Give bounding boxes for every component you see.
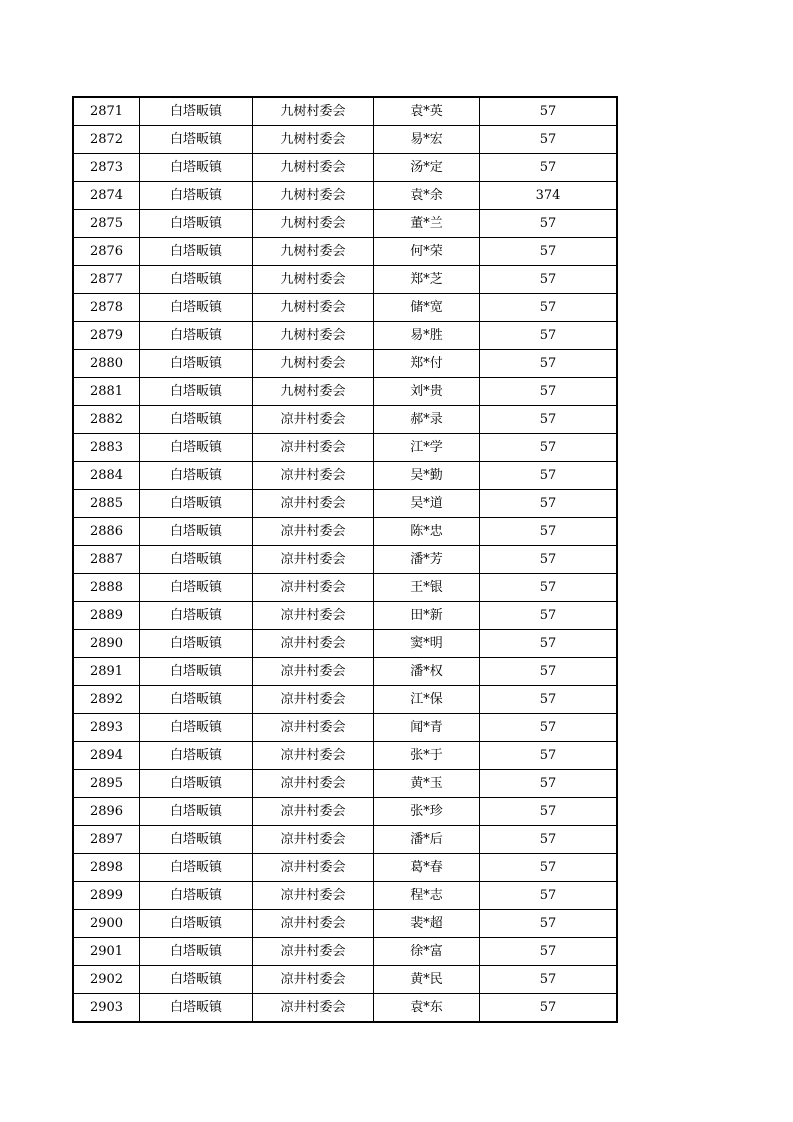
cell-town: 白塔畈镇 [140,742,253,770]
cell-serial-number: 2873 [73,154,140,182]
cell-town: 白塔畈镇 [140,574,253,602]
cell-town: 白塔畈镇 [140,350,253,378]
cell-amount: 57 [480,406,618,434]
cell-amount: 57 [480,882,618,910]
cell-person-name: 何*荣 [374,238,480,266]
cell-village-committee: 九树村委会 [253,378,374,406]
cell-person-name: 郝*录 [374,406,480,434]
cell-amount: 57 [480,994,618,1023]
table-row [73,462,617,490]
cell-town: 白塔畈镇 [140,826,253,854]
cell-town: 白塔畈镇 [140,770,253,798]
cell-village-committee: 凉井村委会 [253,966,374,994]
cell-person-name: 黄*玉 [374,770,480,798]
table-row [73,854,617,882]
table-row [73,350,617,378]
cell-person-name: 徐*富 [374,938,480,966]
cell-town: 白塔畈镇 [140,854,253,882]
cell-town: 白塔畈镇 [140,266,253,294]
cell-serial-number: 2892 [73,686,140,714]
cell-village-committee: 凉井村委会 [253,602,374,630]
cell-serial-number: 2889 [73,602,140,630]
cell-town: 白塔畈镇 [140,490,253,518]
table-row [73,630,617,658]
cell-town: 白塔畈镇 [140,798,253,826]
table-row [73,378,617,406]
cell-town: 白塔畈镇 [140,238,253,266]
cell-serial-number: 2882 [73,406,140,434]
cell-person-name: 裴*超 [374,910,480,938]
cell-amount: 57 [480,798,618,826]
cell-village-committee: 九树村委会 [253,126,374,154]
table-row [73,994,617,1023]
table-row [73,97,617,126]
cell-serial-number: 2901 [73,938,140,966]
cell-amount: 57 [480,462,618,490]
cell-village-committee: 凉井村委会 [253,770,374,798]
cell-amount: 57 [480,238,618,266]
cell-village-committee: 凉井村委会 [253,490,374,518]
cell-person-name: 刘*贵 [374,378,480,406]
roster-table-body [73,97,617,1022]
cell-amount: 57 [480,966,618,994]
table-row [73,910,617,938]
cell-village-committee: 凉井村委会 [253,714,374,742]
table-row [73,826,617,854]
cell-amount: 57 [480,938,618,966]
cell-amount: 57 [480,854,618,882]
cell-town: 白塔畈镇 [140,126,253,154]
table-row [73,322,617,350]
cell-amount: 57 [480,322,618,350]
cell-amount: 57 [480,602,618,630]
table-row [73,154,617,182]
table-row [73,602,617,630]
cell-person-name: 张*珍 [374,798,480,826]
cell-person-name: 吴*勤 [374,462,480,490]
cell-amount: 57 [480,826,618,854]
cell-serial-number: 2898 [73,854,140,882]
cell-serial-number: 2885 [73,490,140,518]
cell-village-committee: 九树村委会 [253,97,374,126]
cell-town: 白塔畈镇 [140,994,253,1023]
cell-amount: 57 [480,378,618,406]
cell-amount: 57 [480,350,618,378]
cell-person-name: 储*宽 [374,294,480,322]
cell-person-name: 袁*余 [374,182,480,210]
cell-serial-number: 2893 [73,714,140,742]
cell-serial-number: 2871 [73,97,140,126]
table-row [73,238,617,266]
roster-table [72,96,618,1023]
cell-person-name: 窦*明 [374,630,480,658]
cell-amount: 57 [480,574,618,602]
table-row [73,518,617,546]
cell-town: 白塔畈镇 [140,462,253,490]
cell-person-name: 潘*权 [374,658,480,686]
cell-person-name: 陈*忠 [374,518,480,546]
cell-amount: 57 [480,546,618,574]
table-row [73,938,617,966]
cell-amount: 57 [480,154,618,182]
cell-town: 白塔畈镇 [140,910,253,938]
table-row [73,798,617,826]
cell-person-name: 葛*春 [374,854,480,882]
table-row [73,882,617,910]
table-row [73,210,617,238]
cell-town: 白塔畈镇 [140,658,253,686]
cell-serial-number: 2900 [73,910,140,938]
table-row [73,658,617,686]
cell-person-name: 张*于 [374,742,480,770]
cell-town: 白塔畈镇 [140,546,253,574]
cell-amount: 57 [480,714,618,742]
cell-town: 白塔畈镇 [140,434,253,462]
table-row [73,966,617,994]
cell-town: 白塔畈镇 [140,602,253,630]
cell-serial-number: 2872 [73,126,140,154]
cell-person-name: 黄*民 [374,966,480,994]
cell-village-committee: 凉井村委会 [253,462,374,490]
cell-village-committee: 九树村委会 [253,182,374,210]
cell-person-name: 袁*东 [374,994,480,1023]
cell-serial-number: 2891 [73,658,140,686]
table-row [73,126,617,154]
cell-person-name: 江*学 [374,434,480,462]
cell-serial-number: 2876 [73,238,140,266]
cell-town: 白塔畈镇 [140,686,253,714]
cell-amount: 57 [480,658,618,686]
cell-serial-number: 2874 [73,182,140,210]
table-row [73,714,617,742]
cell-amount: 57 [480,910,618,938]
cell-village-committee: 九树村委会 [253,154,374,182]
cell-serial-number: 2902 [73,966,140,994]
table-row [73,742,617,770]
cell-village-committee: 凉井村委会 [253,910,374,938]
cell-town: 白塔畈镇 [140,966,253,994]
cell-amount: 57 [480,518,618,546]
cell-amount: 57 [480,434,618,462]
cell-person-name: 易*胜 [374,322,480,350]
cell-serial-number: 2897 [73,826,140,854]
cell-village-committee: 凉井村委会 [253,686,374,714]
cell-serial-number: 2878 [73,294,140,322]
cell-amount: 374 [480,182,618,210]
cell-person-name: 易*宏 [374,126,480,154]
cell-amount: 57 [480,126,618,154]
cell-amount: 57 [480,742,618,770]
cell-person-name: 田*新 [374,602,480,630]
cell-village-committee: 九树村委会 [253,266,374,294]
cell-village-committee: 九树村委会 [253,322,374,350]
table-row [73,686,617,714]
cell-town: 白塔畈镇 [140,378,253,406]
cell-serial-number: 2887 [73,546,140,574]
cell-village-committee: 凉井村委会 [253,546,374,574]
cell-serial-number: 2899 [73,882,140,910]
cell-person-name: 王*银 [374,574,480,602]
cell-village-committee: 凉井村委会 [253,938,374,966]
cell-person-name: 潘*后 [374,826,480,854]
table-row [73,574,617,602]
cell-amount: 57 [480,266,618,294]
cell-person-name: 闻*青 [374,714,480,742]
cell-village-committee: 凉井村委会 [253,518,374,546]
cell-village-committee: 凉井村委会 [253,434,374,462]
cell-town: 白塔畈镇 [140,882,253,910]
cell-amount: 57 [480,630,618,658]
cell-serial-number: 2877 [73,266,140,294]
cell-village-committee: 凉井村委会 [253,994,374,1023]
cell-serial-number: 2903 [73,994,140,1023]
cell-amount: 57 [480,686,618,714]
cell-serial-number: 2875 [73,210,140,238]
cell-town: 白塔畈镇 [140,154,253,182]
cell-amount: 57 [480,97,618,126]
cell-serial-number: 2879 [73,322,140,350]
cell-person-name: 江*保 [374,686,480,714]
cell-town: 白塔畈镇 [140,518,253,546]
table-row [73,490,617,518]
cell-town: 白塔畈镇 [140,630,253,658]
cell-person-name: 程*志 [374,882,480,910]
table-row [73,770,617,798]
cell-person-name: 汤*定 [374,154,480,182]
cell-serial-number: 2895 [73,770,140,798]
cell-serial-number: 2881 [73,378,140,406]
cell-serial-number: 2894 [73,742,140,770]
table-row [73,406,617,434]
table-row [73,266,617,294]
cell-village-committee: 凉井村委会 [253,658,374,686]
cell-serial-number: 2883 [73,434,140,462]
cell-town: 白塔畈镇 [140,97,253,126]
cell-town: 白塔畈镇 [140,714,253,742]
cell-village-committee: 九树村委会 [253,210,374,238]
cell-town: 白塔畈镇 [140,182,253,210]
cell-town: 白塔畈镇 [140,938,253,966]
cell-village-committee: 凉井村委会 [253,630,374,658]
cell-village-committee: 凉井村委会 [253,406,374,434]
cell-town: 白塔畈镇 [140,406,253,434]
cell-amount: 57 [480,770,618,798]
cell-village-committee: 凉井村委会 [253,798,374,826]
table-row [73,294,617,322]
table-row [73,546,617,574]
cell-amount: 57 [480,490,618,518]
table-row [73,434,617,462]
cell-village-committee: 九树村委会 [253,294,374,322]
cell-serial-number: 2884 [73,462,140,490]
cell-village-committee: 凉井村委会 [253,826,374,854]
cell-village-committee: 凉井村委会 [253,882,374,910]
table-row [73,182,617,210]
cell-person-name: 吴*道 [374,490,480,518]
cell-village-committee: 凉井村委会 [253,854,374,882]
cell-town: 白塔畈镇 [140,210,253,238]
cell-village-committee: 九树村委会 [253,238,374,266]
cell-person-name: 郑*付 [374,350,480,378]
cell-village-committee: 凉井村委会 [253,574,374,602]
cell-village-committee: 凉井村委会 [253,742,374,770]
cell-village-committee: 九树村委会 [253,350,374,378]
cell-person-name: 袁*英 [374,97,480,126]
cell-town: 白塔畈镇 [140,294,253,322]
cell-serial-number: 2888 [73,574,140,602]
cell-serial-number: 2896 [73,798,140,826]
cell-amount: 57 [480,210,618,238]
cell-person-name: 潘*芳 [374,546,480,574]
cell-amount: 57 [480,294,618,322]
cell-serial-number: 2880 [73,350,140,378]
cell-town: 白塔畈镇 [140,322,253,350]
cell-serial-number: 2886 [73,518,140,546]
cell-person-name: 董*兰 [374,210,480,238]
cell-serial-number: 2890 [73,630,140,658]
cell-person-name: 郑*芝 [374,266,480,294]
